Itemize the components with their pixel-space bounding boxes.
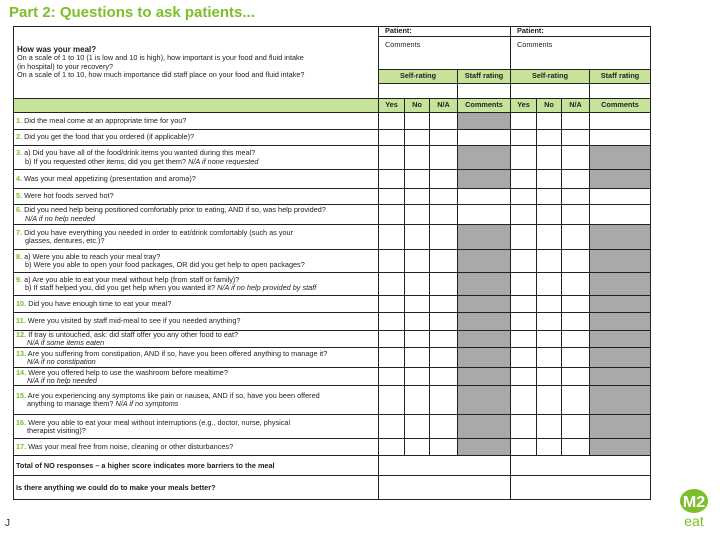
answer-no-2[interactable] bbox=[537, 386, 562, 415]
question-number: 7. bbox=[16, 227, 23, 237]
total-field-1[interactable] bbox=[379, 456, 511, 476]
answer-comments-2[interactable] bbox=[590, 189, 651, 205]
question-number: 1. bbox=[16, 115, 23, 125]
staff-rating-header-2: Staff rating bbox=[590, 70, 651, 84]
answer-yes-2[interactable] bbox=[511, 439, 537, 456]
col-na-1: N/A bbox=[430, 99, 458, 113]
answer-no-2[interactable] bbox=[537, 273, 562, 296]
answer-yes-1[interactable] bbox=[379, 113, 405, 130]
answer-yes-1[interactable] bbox=[379, 296, 405, 313]
answer-yes-1[interactable] bbox=[379, 146, 405, 170]
answer-comments-2[interactable] bbox=[590, 415, 651, 439]
question-row bbox=[14, 331, 651, 348]
question-text: b) If staff helped you, did you get help when you wanted it? bbox=[25, 283, 216, 292]
answer-na-1[interactable] bbox=[430, 130, 458, 146]
question-text: b) Were you able to open your food packages, OR did you get help to open packages? bbox=[25, 260, 305, 269]
answer-no-2[interactable] bbox=[537, 113, 562, 130]
answer-yes-2[interactable] bbox=[511, 415, 537, 439]
answer-yes-1[interactable] bbox=[379, 386, 405, 415]
answer-na-1[interactable] bbox=[430, 170, 458, 189]
answer-na-2[interactable] bbox=[562, 130, 590, 146]
answer-comments-1[interactable] bbox=[458, 439, 511, 456]
answer-yes-1[interactable] bbox=[379, 225, 405, 250]
meal-question-title: How was your meal? bbox=[17, 45, 97, 55]
answer-comments-1[interactable] bbox=[458, 348, 511, 368]
question-text-cell bbox=[14, 368, 379, 386]
question-text: Were you visited by staff mid-meal to see if you needed anything? bbox=[27, 316, 241, 326]
answer-comments-2[interactable] bbox=[590, 331, 651, 348]
answer-no-2[interactable] bbox=[537, 205, 562, 225]
answer-na-2[interactable] bbox=[562, 313, 590, 331]
answer-no-1[interactable] bbox=[405, 313, 430, 331]
logo-text-m2: M2 bbox=[682, 494, 706, 511]
question-note: N/A if some items eaten bbox=[27, 338, 105, 348]
question-text-cell bbox=[14, 146, 379, 170]
answer-no-2[interactable] bbox=[537, 225, 562, 250]
col-no-1: No bbox=[405, 99, 430, 113]
question-text: anything to manage them? bbox=[27, 399, 114, 409]
comments-field-1[interactable]: Comments bbox=[379, 37, 511, 70]
question-row bbox=[14, 273, 651, 296]
answer-na-2[interactable] bbox=[562, 439, 590, 456]
page-title: Part 2: Questions to ask patients... bbox=[9, 4, 255, 21]
answer-no-2[interactable] bbox=[537, 348, 562, 368]
answer-yes-2[interactable] bbox=[511, 313, 537, 331]
answer-na-1[interactable] bbox=[430, 386, 458, 415]
answer-yes-1[interactable] bbox=[379, 331, 405, 348]
question-text-cell bbox=[14, 250, 379, 273]
question-text-cell bbox=[14, 386, 379, 415]
answer-comments-1[interactable] bbox=[458, 170, 511, 189]
answer-yes-2[interactable] bbox=[511, 331, 537, 348]
question-number: 16. bbox=[16, 417, 27, 427]
col-yes-2: Yes bbox=[511, 99, 537, 113]
answer-no-1[interactable] bbox=[405, 368, 430, 386]
answer-no-2[interactable] bbox=[537, 170, 562, 189]
col-no-2: No bbox=[537, 99, 562, 113]
question-number: 3. bbox=[16, 148, 23, 158]
question-text-cell bbox=[14, 348, 379, 368]
answer-yes-1[interactable] bbox=[379, 170, 405, 189]
self-rating-input-1[interactable] bbox=[379, 84, 458, 99]
question-number: 15. bbox=[16, 391, 27, 401]
question-text-cell bbox=[14, 439, 379, 456]
answer-comments-1[interactable] bbox=[458, 415, 511, 439]
question-row bbox=[14, 348, 651, 368]
answer-na-1[interactable] bbox=[430, 113, 458, 130]
answer-yes-1[interactable] bbox=[379, 313, 405, 331]
answer-na-1[interactable] bbox=[430, 225, 458, 250]
question-text-cell bbox=[14, 205, 379, 225]
final-question-label: Is there anything we could do to make your meals better? bbox=[14, 476, 379, 500]
question-text: therapist visiting)? bbox=[27, 425, 86, 435]
patient-label-1: Patient: bbox=[379, 27, 511, 37]
answer-na-2[interactable] bbox=[562, 273, 590, 296]
question-row bbox=[14, 415, 651, 439]
answer-comments-1[interactable] bbox=[458, 368, 511, 386]
answer-na-2[interactable] bbox=[562, 250, 590, 273]
answer-yes-2[interactable] bbox=[511, 250, 537, 273]
answer-yes-1[interactable] bbox=[379, 130, 405, 146]
answer-no-1[interactable] bbox=[405, 415, 430, 439]
question-text: Were hot foods served hot? bbox=[24, 191, 114, 201]
answer-yes-1[interactable] bbox=[379, 439, 405, 456]
question-number: 12. bbox=[16, 330, 27, 339]
question-row bbox=[14, 313, 651, 331]
meal-question-line1: On a scale of 1 to 10 (1 is low and 10 is high), how important is your food and fluid intake bbox=[17, 53, 304, 63]
answer-na-2[interactable] bbox=[562, 170, 590, 189]
meal-question-line3: On a scale of 1 to 10, how much importance did staff place on your food and fluid intake? bbox=[17, 69, 305, 79]
answer-comments-1[interactable] bbox=[458, 313, 511, 331]
question-text: Was your meal appetizing (presentation and aroma)? bbox=[24, 173, 196, 183]
answer-na-2[interactable] bbox=[562, 113, 590, 130]
question-number: 14. bbox=[16, 367, 27, 377]
answer-na-2[interactable] bbox=[562, 386, 590, 415]
answer-no-2[interactable] bbox=[537, 331, 562, 348]
answer-na-2[interactable] bbox=[562, 331, 590, 348]
answer-comments-1[interactable] bbox=[458, 205, 511, 225]
answer-yes-2[interactable] bbox=[511, 348, 537, 368]
question-number: 2. bbox=[16, 132, 23, 142]
patient-label-row bbox=[14, 27, 651, 37]
logo-text-eat: eat bbox=[684, 513, 704, 529]
answer-comments-2[interactable] bbox=[590, 296, 651, 313]
answer-no-1[interactable] bbox=[405, 250, 430, 273]
question-text: Was your meal free from noise, cleaning or other disturbances? bbox=[28, 442, 234, 452]
answer-na-1[interactable] bbox=[430, 205, 458, 225]
answer-no-2[interactable] bbox=[537, 368, 562, 386]
footer-mark: J bbox=[5, 518, 10, 529]
question-row bbox=[14, 189, 651, 205]
answer-yes-1[interactable] bbox=[379, 205, 405, 225]
answer-comments-1[interactable] bbox=[458, 386, 511, 415]
answer-comments-2[interactable] bbox=[590, 273, 651, 296]
question-text-cell bbox=[14, 296, 379, 313]
answer-comments-1[interactable] bbox=[458, 189, 511, 205]
self-rating-header-1: Self-rating bbox=[379, 70, 458, 84]
final-question-row bbox=[14, 476, 651, 500]
question-row bbox=[14, 250, 651, 273]
meal-question-cell bbox=[14, 27, 379, 99]
self-rating-header-2: Self-rating bbox=[511, 70, 590, 84]
answer-no-1[interactable] bbox=[405, 170, 430, 189]
answer-yes-2[interactable] bbox=[511, 386, 537, 415]
total-no-label: Total of NO responses – a higher score indicates more barriers to the meal bbox=[14, 456, 379, 476]
col-na-2: N/A bbox=[562, 99, 590, 113]
answer-na-1[interactable] bbox=[430, 331, 458, 348]
staff-rating-input-2[interactable] bbox=[590, 84, 651, 99]
question-text: Were you able to eat your meal without interruptions (e.g., doctor, nurse, physical bbox=[28, 417, 291, 427]
answer-comments-2[interactable] bbox=[590, 146, 651, 170]
question-text: a) Are you able to eat your meal without help (from staff or family)? bbox=[24, 274, 240, 284]
final-answer-2[interactable] bbox=[511, 476, 651, 500]
answer-no-2[interactable] bbox=[537, 189, 562, 205]
answer-no-2[interactable] bbox=[537, 296, 562, 313]
answer-comments-1[interactable] bbox=[458, 296, 511, 313]
answer-no-1[interactable] bbox=[405, 130, 430, 146]
question-text: Were you offered help to use the washroom before mealtime? bbox=[28, 367, 228, 377]
question-row bbox=[14, 170, 651, 189]
answer-comments-1[interactable] bbox=[458, 225, 511, 250]
answer-yes-2[interactable] bbox=[511, 225, 537, 250]
question-text: Are you suffering from constipation, AND if so, have you been offered anything to manage it? bbox=[27, 348, 328, 358]
question-text: b) If you requested other items, did you get them? bbox=[25, 156, 187, 166]
question-note: N/A if none requested bbox=[188, 156, 259, 166]
staff-rating-header-1: Staff rating bbox=[458, 70, 511, 84]
question-text: Did you have enough time to eat your meal? bbox=[28, 298, 172, 308]
answer-yes-2[interactable] bbox=[511, 130, 537, 146]
answer-na-1[interactable] bbox=[430, 313, 458, 331]
question-text: Did you need help being positioned comfortably prior to eating, AND if so, was help provided? bbox=[24, 205, 326, 215]
answer-comments-2[interactable] bbox=[590, 205, 651, 225]
answer-no-1[interactable] bbox=[405, 439, 430, 456]
answer-yes-2[interactable] bbox=[511, 368, 537, 386]
question-note: N/A if no constipation bbox=[27, 356, 96, 366]
answer-na-1[interactable] bbox=[430, 348, 458, 368]
question-text-cell bbox=[14, 273, 379, 296]
question-number: 5. bbox=[16, 191, 23, 201]
answer-na-1[interactable] bbox=[430, 415, 458, 439]
question-note: N/A if no help provided by staff bbox=[217, 283, 317, 292]
answer-yes-1[interactable] bbox=[379, 189, 405, 205]
answer-na-2[interactable] bbox=[562, 189, 590, 205]
answer-yes-2[interactable] bbox=[511, 170, 537, 189]
answer-no-1[interactable] bbox=[405, 205, 430, 225]
question-number: 9. bbox=[16, 274, 23, 284]
answer-no-1[interactable] bbox=[405, 189, 430, 205]
self-rating-input-2[interactable] bbox=[511, 84, 590, 99]
question-note: N/A if no help needed bbox=[27, 375, 97, 385]
question-text: If tray is untouched, ask: did staff offer you any other food to eat? bbox=[28, 330, 239, 339]
answer-yes-1[interactable] bbox=[379, 273, 405, 296]
answer-comments-2[interactable] bbox=[590, 170, 651, 189]
answer-na-1[interactable] bbox=[430, 146, 458, 170]
answer-comments-2[interactable] bbox=[590, 386, 651, 415]
answer-yes-1[interactable] bbox=[379, 348, 405, 368]
question-number: 6. bbox=[16, 205, 23, 215]
answer-yes-1[interactable] bbox=[379, 250, 405, 273]
answer-no-1[interactable] bbox=[405, 348, 430, 368]
answer-comments-2[interactable] bbox=[590, 130, 651, 146]
answer-yes-1[interactable] bbox=[379, 368, 405, 386]
answer-comments-2[interactable] bbox=[590, 348, 651, 368]
answer-no-2[interactable] bbox=[537, 439, 562, 456]
question-text: Did you have everything you needed in order to eat/drink comfortably (such as your bbox=[24, 227, 294, 237]
question-row bbox=[14, 146, 651, 170]
answer-na-2[interactable] bbox=[562, 415, 590, 439]
answer-no-1[interactable] bbox=[405, 296, 430, 313]
total-row bbox=[14, 456, 651, 476]
staff-rating-input-1[interactable] bbox=[458, 84, 511, 99]
final-answer-1[interactable] bbox=[379, 476, 511, 500]
answer-na-2[interactable] bbox=[562, 225, 590, 250]
question-row bbox=[14, 130, 651, 146]
answer-na-2[interactable] bbox=[562, 205, 590, 225]
question-text-cell bbox=[14, 313, 379, 331]
col-comments-1: Comments bbox=[458, 99, 511, 113]
answer-na-1[interactable] bbox=[430, 368, 458, 386]
question-number: 10. bbox=[16, 298, 27, 308]
answer-yes-2[interactable] bbox=[511, 205, 537, 225]
answer-na-1[interactable] bbox=[430, 189, 458, 205]
question-text: Are you experiencing any symptoms like pain or nausea, AND if so, have you been offered bbox=[27, 391, 320, 401]
question-number: 17. bbox=[16, 442, 27, 452]
patient-questionnaire-table bbox=[13, 26, 651, 500]
answer-yes-2[interactable] bbox=[511, 189, 537, 205]
answer-na-2[interactable] bbox=[562, 146, 590, 170]
question-row bbox=[14, 386, 651, 415]
m2eat-logo bbox=[672, 488, 716, 538]
answer-na-1[interactable] bbox=[430, 250, 458, 273]
answer-comments-2[interactable] bbox=[590, 313, 651, 331]
question-note: N/A if no symptoms bbox=[115, 399, 179, 409]
question-note: N/A if no help needed bbox=[25, 213, 95, 223]
question-row bbox=[14, 205, 651, 225]
comments-field-2[interactable]: Comments bbox=[511, 37, 651, 70]
answer-no-1[interactable] bbox=[405, 386, 430, 415]
answer-comments-1[interactable] bbox=[458, 273, 511, 296]
answer-comments-2[interactable] bbox=[590, 439, 651, 456]
answer-yes-2[interactable] bbox=[511, 296, 537, 313]
answer-na-2[interactable] bbox=[562, 368, 590, 386]
meal-question-line2: (in hospital) to your recovery? bbox=[17, 61, 114, 71]
answer-na-1[interactable] bbox=[430, 296, 458, 313]
question-text-cell bbox=[14, 170, 379, 189]
column-header-row bbox=[14, 99, 651, 113]
question-text: a) Were you able to reach your meal tray? bbox=[24, 251, 161, 261]
total-field-2[interactable] bbox=[511, 456, 651, 476]
answer-no-1[interactable] bbox=[405, 331, 430, 348]
answer-comments-2[interactable] bbox=[590, 225, 651, 250]
answer-na-2[interactable] bbox=[562, 348, 590, 368]
answer-na-2[interactable] bbox=[562, 296, 590, 313]
answer-no-2[interactable] bbox=[537, 250, 562, 273]
answer-no-2[interactable] bbox=[537, 146, 562, 170]
answer-comments-2[interactable] bbox=[590, 250, 651, 273]
question-text-cell bbox=[14, 331, 379, 348]
answer-no-1[interactable] bbox=[405, 113, 430, 130]
answer-no-2[interactable] bbox=[537, 130, 562, 146]
question-text: glasses, dentures, etc.)? bbox=[25, 236, 105, 245]
question-text: Did the meal come at an appropriate time for you? bbox=[24, 115, 187, 125]
question-row bbox=[14, 113, 651, 130]
question-row bbox=[14, 296, 651, 313]
col-comments-2: Comments bbox=[590, 99, 651, 113]
question-text-cell bbox=[14, 130, 379, 146]
answer-yes-2[interactable] bbox=[511, 113, 537, 130]
answer-no-1[interactable] bbox=[405, 225, 430, 250]
answer-no-1[interactable] bbox=[405, 146, 430, 170]
question-text-cell bbox=[14, 189, 379, 205]
question-number: 4. bbox=[16, 173, 23, 183]
answer-no-1[interactable] bbox=[405, 273, 430, 296]
answer-comments-1[interactable] bbox=[458, 331, 511, 348]
question-text-cell bbox=[14, 113, 379, 130]
answer-comments-1[interactable] bbox=[458, 130, 511, 146]
patient-label-2: Patient: bbox=[511, 27, 651, 37]
answer-comments-1[interactable] bbox=[458, 146, 511, 170]
answer-na-1[interactable] bbox=[430, 273, 458, 296]
question-text-cell bbox=[14, 225, 379, 250]
answer-no-2[interactable] bbox=[537, 313, 562, 331]
question-text: a) Did you have all of the food/drink items you wanted during this meal? bbox=[24, 148, 256, 158]
answer-comments-1[interactable] bbox=[458, 250, 511, 273]
answer-yes-2[interactable] bbox=[511, 146, 537, 170]
question-number: 8. bbox=[16, 251, 23, 261]
answer-yes-1[interactable] bbox=[379, 415, 405, 439]
question-row bbox=[14, 225, 651, 250]
question-number: 13. bbox=[16, 348, 27, 358]
question-row bbox=[14, 368, 651, 386]
answer-comments-1[interactable] bbox=[458, 113, 511, 130]
question-text-cell bbox=[14, 415, 379, 439]
answer-no-2[interactable] bbox=[537, 415, 562, 439]
answer-comments-2[interactable] bbox=[590, 113, 651, 130]
column-header-spacer bbox=[14, 99, 379, 113]
col-yes-1: Yes bbox=[379, 99, 405, 113]
answer-na-1[interactable] bbox=[430, 439, 458, 456]
question-row bbox=[14, 439, 651, 456]
answer-yes-2[interactable] bbox=[511, 273, 537, 296]
question-text: Did you get the food that you ordered (if applicable)? bbox=[24, 132, 195, 142]
question-number: 11. bbox=[16, 316, 26, 326]
answer-comments-2[interactable] bbox=[590, 368, 651, 386]
